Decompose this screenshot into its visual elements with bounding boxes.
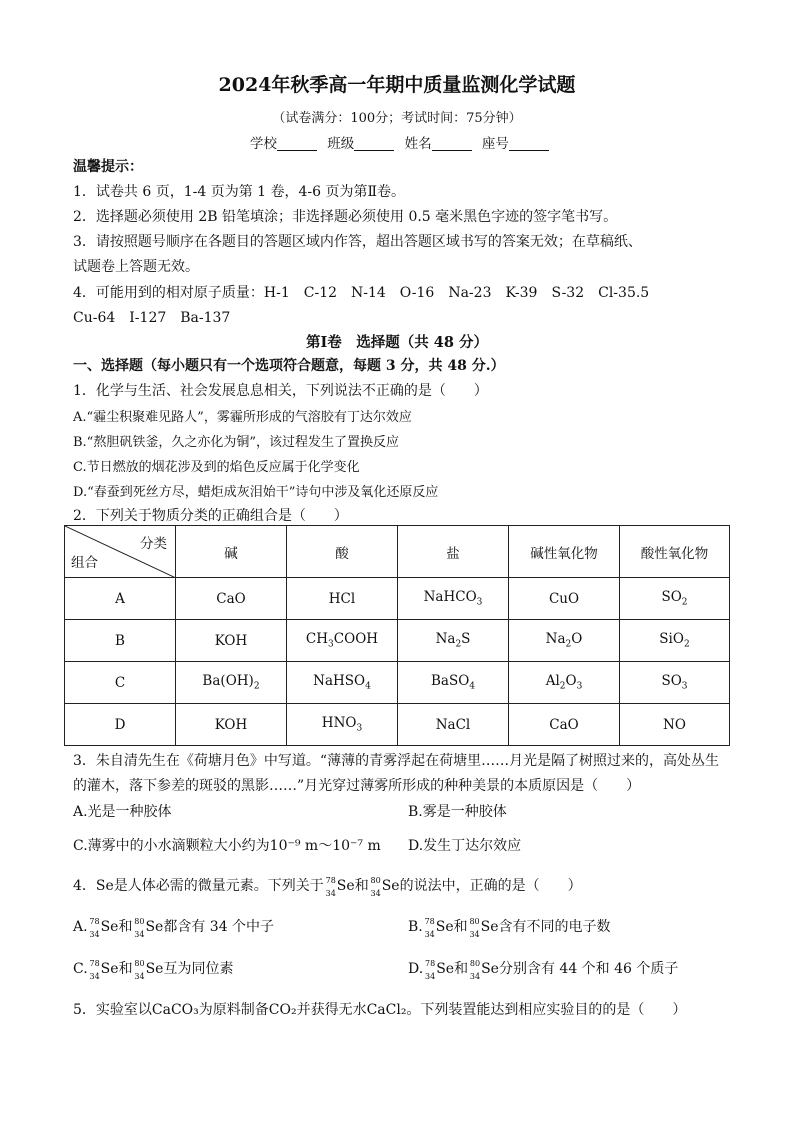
table-cell: $Ba(OH)_2$ — [176, 662, 287, 704]
row-label: A — [65, 578, 176, 620]
isotope-se78-symbol: Se — [336, 878, 355, 894]
tip-1: 1．试卷共 6 页，1-4 页为第 1 卷，4-6 页为第Ⅱ卷。 — [73, 184, 406, 200]
header-acid: 酸 — [287, 526, 398, 578]
field-name-label: 姓名 — [404, 136, 432, 152]
table-cell: $Na_2S$ — [398, 620, 509, 662]
q3-option-b[interactable]: B.雾是一种胶体 — [408, 804, 507, 820]
q4-stem-post: 的说法中，正确的是（ ） — [399, 878, 582, 894]
q5-stem: 5．实验室以CaCO₃为原料制备CO₂并获得无水CaCl₂。下列装置能达到相应实验目的的是（ ） — [73, 1002, 687, 1018]
table-cell: $SO_2$ — [620, 578, 730, 620]
table-cell: NaHCO$_3$ — [398, 578, 509, 620]
table-cell: BaSO$_4$ — [398, 662, 509, 704]
tips-heading: 温馨提示： — [73, 159, 143, 175]
corner-top-label: 分类 — [140, 536, 167, 552]
q4-stem — [73, 875, 582, 896]
q4-option-a[interactable]: A. 78 34 Se和 80 34 Se都含有 34 个中子 — [73, 917, 275, 939]
q4-option-b[interactable]: B. 78 34 Se和 80 34 Se含有不同的电子数 — [408, 917, 611, 939]
header-salt: 盐 — [398, 526, 509, 578]
field-class-label: 班级 — [327, 136, 355, 152]
q1-option-b[interactable]: B.“熬胆矾铁釜，久之亦化为铜”，该过程发生了置换反应 — [73, 435, 399, 450]
q4-stem-mid: 和 — [354, 878, 369, 894]
isotope-notation: 78 34 — [89, 959, 100, 981]
isotope-se80: 80 34 — [370, 876, 381, 898]
q3-option-c[interactable]: C.薄雾中的小水滴颗粒大小约为10⁻⁹ m～10⁻⁷ m — [73, 838, 381, 854]
table-corner-cell — [65, 526, 176, 578]
header-basic-oxide: 碱性氧化物 — [509, 526, 620, 578]
q4-option-c[interactable]: C. 78 34 Se和 80 34 Se互为同位素 — [73, 959, 234, 981]
table-cell: KOH — [176, 704, 287, 746]
field-seat-label: 座号 — [481, 136, 509, 152]
table-header-row — [65, 526, 730, 578]
isotope-notation: 78 34 — [89, 917, 100, 939]
table-cell: NO — [620, 704, 730, 746]
table-row — [65, 662, 730, 704]
q4-option-d[interactable]: D. 78 34 Se和 80 34 Se分别含有 44 个和 46 个质子 — [408, 959, 679, 981]
table-cell: CaO — [176, 578, 287, 620]
isotope-notation: 78 34 — [424, 917, 435, 939]
isotope-se80-symbol: Se — [381, 878, 400, 894]
q3-stem-line1: 3．朱自清先生在《荷塘月色》中写道。“薄薄的青雾浮起在荷塘里……月光是隔了树照过来的，高处丛生 — [73, 753, 720, 769]
tip-3: 3．请按照题号顺序在各题目的答题区域内作答，超出答题区域书写的答案无效；在草稿纸、 — [73, 234, 642, 250]
table-cell: CuO — [509, 578, 620, 620]
field-school-blank[interactable] — [277, 136, 317, 151]
row-label: C — [65, 662, 176, 704]
tip-4: 4．可能用到的相对原子质量：H-1 C-12 N-14 O-16 Na-23 K-39 S-32 Cl-35.5 — [73, 285, 650, 301]
isotope-notation: 80 34 — [469, 917, 480, 939]
table-cell: CaO — [509, 704, 620, 746]
q1-option-a[interactable]: A.“霾尘积聚难见路人”，雾霾所形成的气溶胶有丁达尔效应 — [73, 410, 412, 425]
header-base: 碱 — [176, 526, 287, 578]
q4-stem-pre: 4．Se是人体必需的微量元素。下列关于 — [73, 878, 324, 894]
isotope-se78: 78 34 — [325, 876, 336, 898]
isotope-notation: 78 34 — [425, 959, 436, 981]
header-acidic-oxide: 酸性氧化物 — [620, 526, 730, 578]
exam-info: （试卷满分：100分；考试时间：75分钟） — [272, 111, 522, 126]
q3-stem-line2: 的灌木，落下参差的斑驳的黑影……”月光穿过薄雾所形成的种种美景的本质原因是（ ） — [73, 778, 641, 794]
table-cell: NaCl — [398, 704, 509, 746]
table-cell: SiO$_2$ — [620, 620, 730, 662]
field-seat-blank[interactable] — [509, 136, 549, 151]
table-cell: $Al_2O_3$ — [509, 662, 620, 704]
classification-table — [64, 525, 730, 746]
corner-bottom-label: 组合 — [71, 555, 98, 571]
q3-option-d[interactable]: D.发生丁达尔效应 — [408, 838, 522, 854]
field-class-blank[interactable] — [354, 136, 394, 151]
table-row — [65, 620, 730, 662]
table-row — [65, 704, 730, 746]
q3-option-a[interactable]: A.光是一种胶体 — [73, 804, 172, 820]
isotope-notation: 80 34 — [134, 917, 145, 939]
section-title: 第Ⅰ卷 选择题（共 48 分） — [305, 334, 489, 351]
student-info-fields — [250, 132, 555, 152]
table-cell: NaHSO$_4$ — [287, 662, 398, 704]
row-label: B — [65, 620, 176, 662]
field-school-label: 学校 — [250, 136, 277, 152]
tip-4-cont: Cu-64 I-127 Ba-137 — [73, 310, 231, 326]
table-cell: $Na_2O$ — [509, 620, 620, 662]
tip-3-cont: 试题卷上答题无效。 — [73, 259, 199, 275]
q1-stem: 1．化学与生活、社会发展息息相关，下列说法不正确的是（ ） — [73, 383, 488, 399]
field-name-blank[interactable] — [432, 136, 472, 151]
section-instruction: 一、选择题（每小题只有一个选项符合题意，每题 3 分，共 48 分.） — [73, 358, 505, 374]
tip-2: 2．选择题必须使用 2B 铅笔填涂；非选择题必须使用 0.5 毫米黑色字迹的签字笔书写。 — [73, 209, 618, 225]
table-cell: $HNO_3$ — [287, 704, 398, 746]
q2-stem: 2．下列关于物质分类的正确组合是（ ） — [73, 508, 348, 524]
q1-option-c[interactable]: C.节日燃放的烟花涉及到的焰色反应属于化学变化 — [73, 460, 360, 475]
row-label: D — [65, 704, 176, 746]
table-cell: KOH — [176, 620, 287, 662]
table-cell: $SO_3$ — [620, 662, 730, 704]
table-cell: $CH_3COOH$ — [287, 620, 398, 662]
isotope-notation: 80 34 — [134, 959, 145, 981]
isotope-notation: 80 34 — [469, 959, 481, 981]
table-cell: HCl — [287, 578, 398, 620]
page-title: 2024年秋季高一年期中质量监测化学试题 — [218, 74, 576, 96]
q1-option-d[interactable]: D.“春蚕到死丝方尽，蜡炬成灰泪始干”诗句中涉及氧化还原反应 — [73, 485, 439, 500]
table-row — [65, 578, 730, 620]
